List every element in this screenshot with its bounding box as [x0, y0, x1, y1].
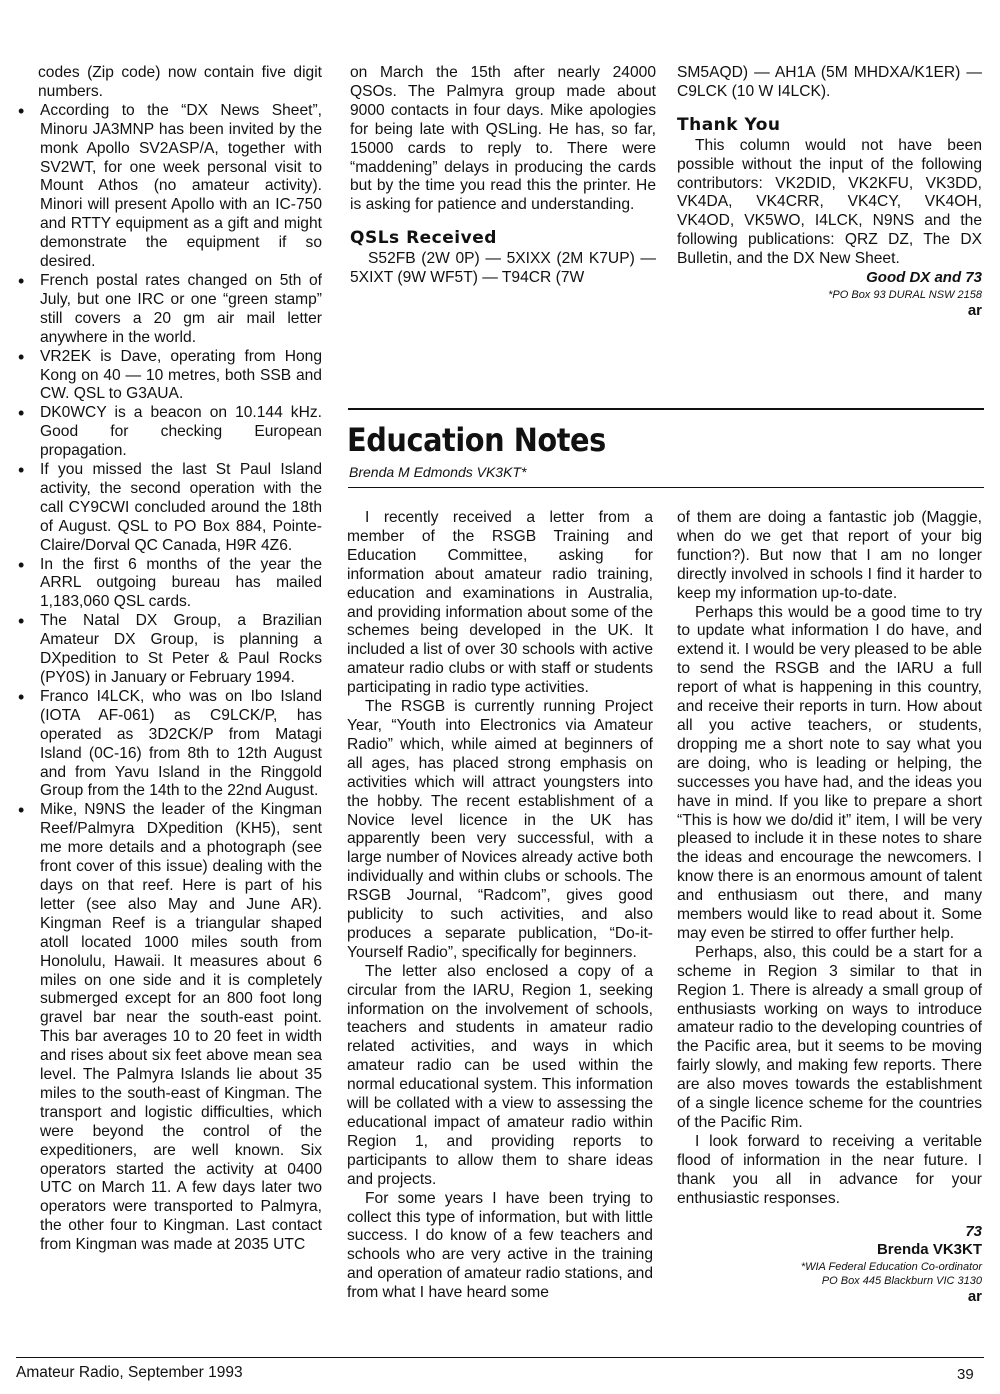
- article-title: Education Notes: [347, 421, 606, 459]
- end-mark: ar: [967, 301, 982, 319]
- paragraph: For some years I have been trying to collect this type of information, but with little success. I do know of a few teachers and schools who are very active in the training and operation of amateur radio stations, and from what I have heard some: [347, 1189, 654, 1302]
- paragraph: I look forward to receiving a veritable flood of information in the near future. I thank you all in advance for your enthusiastic responses.: [677, 1132, 982, 1207]
- list-item: • Mike, N9NS the leader of the Kingman Reef/Palmyra DXpedition (KH5), sent me more details and a photograph (see front cover of this issue) dealing with the days on that reef. Here is part of his letter (see also May and June AR). Kingman Reef is a triangular shaped atoll located 1000 miles south from Honolulu, Hawaii. It measures about 6 miles on one side and it is completely submerged except for an 800 foot long gravel bar near the south-east point. This bar averages 10 to 20 feet in width and rises about six feet above mean sea level. The Palmyra Islands lie about 35 miles to the south-east of Kingman. The transport and logistic difficulties, which were beyond the control of the expeditioners, are well known. Six operators started the activity at 0400 UTC on March 11. A few days later two operators were transported to Palmyra, the other four to Kingman. Last contact from Kingman was made at 2035 UTC: [38, 801, 322, 1255]
- qsls-received-text: S52FB (2W 0P) — 5XIXX (2M K7UP) — 5XIXT (9W WF5T) — T94CR (7W: [350, 250, 656, 287]
- author-role: *WIA Federal Education Co-ordinator: [800, 1261, 982, 1274]
- author-address: *PO Box 93 DURAL NSW 2158: [828, 288, 982, 301]
- list-item: • VR2EK is Dave, operating from Hong Kong on 40 — 10 metres, both SSB and CW. QSL to G3AUA.: [38, 348, 322, 405]
- author-signature: Brenda VK3KT: [876, 1241, 982, 1259]
- publication-footer: Amateur Radio, September 1993: [16, 1364, 243, 1381]
- author-address: PO Box 445 Blackburn VIC 3130: [821, 1275, 982, 1288]
- education-column-2: [677, 509, 982, 1307]
- footer-divider: [16, 1357, 984, 1358]
- list-item: • According to the “DX News Sheet”, Minoru JA3MNP has been invited by the monk Apollo SV2ASP/A, together with SV2WT, for one week personal visit to Mount Athos (no amateur activity). Minori will present Apollo with an IC-750 and RTTY equipment as a gift and might demonstrate the equipment if so desired.: [38, 102, 322, 272]
- signoff: Good DX and 73: [866, 269, 982, 287]
- end-mark: ar: [967, 1288, 982, 1306]
- list-item: • If you missed the last St Paul Island activity, the second operation with the call CY9CWI concluded around the 18th of August. QSL to PO Box 884, Pointe-Claire/Dorval QC Canada, H9R 4Z6.: [38, 461, 322, 556]
- dx-column-right: [677, 64, 982, 321]
- thank-you-heading: Thank You: [677, 114, 781, 135]
- paragraph: I recently received a letter from a member of the RSGB Training and Education Committee, asking for information about amateur radio training, education and examinations in Australia, and providing information about some of the schemes being developed in the UK. It included a list of over 30 schools with active amateur radio clubs or with staff or students participating in radio type activities.: [347, 509, 653, 697]
- page-number: 39: [957, 1366, 974, 1383]
- list-item: • Franco I4LCK, who was on Ibo Island (IOTA AF-061) as C9LCK/P, has operated as 3D2CK/P from Matagi Island (0C-16) from 8th to 12th August and from Yavu Island in the Ringgold Group from the 14th to the 22nd August.: [38, 688, 322, 801]
- paragraph: Perhaps, also, this could be a start for a scheme in Region 3 similar to that in Region 1. There is already a small group of enthusiasts working on ways to introduce amateur radio to the developing countries of the Pacific area, but it seems to be moving fairly slowly, and making few reports. There are also moves towards the establishment of a single licence scheme for the countries of the Pacific Rim.: [677, 943, 982, 1131]
- paragraph: The letter also enclosed a copy of a circular from the IARU, Region 1, seeking information on the involvement of schools, teachers and students in amateur radio related activities, and ways in which amateur radio can be used within the normal educational system. This information will be collated with a view to assessing the educational impact of amateur radio within Region 1, and providing reports to participants to allow them to share ideas and projects.: [347, 962, 653, 1188]
- continuation-text: on March the 15th after nearly 24000 QSOs. The Palmyra group made about 9000 contacts in four days. Mike apologies for being late with QSLing. He has, so far, 15000 cards to reply to. There were “maddening” delays in producing the cards but by the time you read this the printer. He is asking for patience and understanding.: [350, 64, 656, 214]
- list-item: • DK0WCY is a beacon on 10.144 kHz. Good for checking European propagation.: [38, 404, 322, 461]
- continuation-text: codes (Zip code) now contain five digit numbers.: [38, 64, 322, 100]
- byline-divider: [348, 487, 984, 488]
- section-divider: [348, 408, 984, 410]
- paragraph: Perhaps this would be a good time to try to update what information I do have, and extend it. I would be very pleased to be able to send the RSGB and the IARU a full report of what is happening in this country, and receive their reports in turn. How about all you active teachers, or students, dropping me a short note to say what you are doing, who is leading or helping, the successes you have had, and the ideas you have in mind. If you like to prepare a short “This is how we do/did it” item, I will be very pleased to include it in these notes to share the ideas and encourage the newcomers. I know there is an enormous amount of talent and enthusiasm out there, and many members would like to read about it. Some may even be stirred to offer further help.: [677, 603, 982, 942]
- list-item: • French postal rates changed on 5th of July, but one IRC or one “green stamp” still covers a 20 gm air mail letter anywhere in the world.: [38, 272, 322, 348]
- qsls-received-heading: QSLs Received: [350, 228, 497, 249]
- thank-you-text: This column would not have been possible without the input of the following contributors: VK2DID, VK2KFU, VK3DD, VK4DA, VK4CRR, VK4CY, VK4OH, VK4OD, VK5WO, I4LCK, N9NS and the following publications: QRZ DZ, The DX Bulletin, and the DX New Sheet.: [677, 136, 982, 268]
- paragraph: of them are doing a fantastic job (Maggie, when do we get that report of your big function?). But now that I am no longer directly involved in schools I find it harder to keep my information up-to-date.: [677, 509, 982, 602]
- list-item: • The Natal DX Group, a Brazilian Amateur DX Group, is planning a DXpedition to St Peter & Paul Rocks (PY0S) in January or February 1994.: [38, 612, 322, 688]
- article-byline: Brenda M Edmonds VK3KT*: [349, 464, 527, 480]
- dx-column-left: [38, 64, 322, 1255]
- dx-news-list: [38, 102, 322, 1255]
- education-column-1: [347, 509, 653, 1303]
- continuation-text: SM5AQD) — AH1A (5M MHDXA/K1ER) — C9LCK (10 W I4LCK).: [677, 64, 982, 100]
- paragraph: The RSGB is currently running Project Year, “Youth into Electronics via Amateur Radio” which, while aimed at beginners of all ages, has placed strong emphasis on activities which will attract youngsters into the hobby. The recent establishment of a Novice level licence in the UK has apparently been very successful, with a large number of Novices already active both individually and within clubs or schools. The RSGB Journal, “Radcom”, gives good publicity to such activities, and also produces a separate publication, “Do-it-Yourself Radio”, specifically for beginners.: [347, 698, 653, 961]
- list-item: • In the first 6 months of the year the ARRL outgoing bureau has mailed 1,183,060 QSL cards.: [38, 556, 322, 613]
- signoff-73: 73: [965, 1222, 982, 1240]
- dx-column-middle: [350, 64, 656, 288]
